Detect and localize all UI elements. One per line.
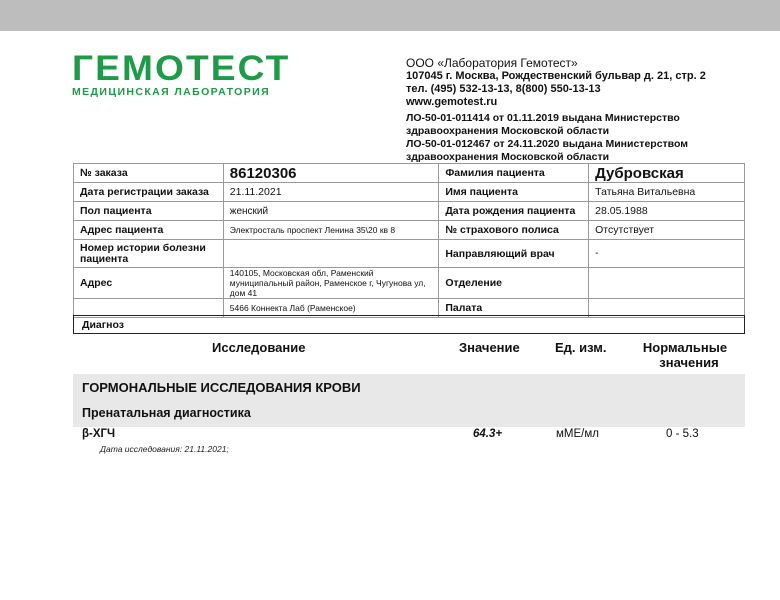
- test-units: мМЕ/мл: [556, 428, 599, 440]
- license-2-line-1: ЛО-50-01-012467 от 24.11.2020 выдана Министерством: [406, 138, 689, 150]
- doctor-label: Направляющий врач: [439, 240, 589, 268]
- order-label: № заказа: [74, 164, 224, 183]
- result-row: [73, 427, 745, 443]
- logo-title: ГЕМОТЕСТ: [72, 49, 291, 88]
- lab-address-label: Адрес: [74, 268, 224, 299]
- lab-address: 107045 г. Москва, Рождественский бульвар д. 21, стр. 2: [406, 70, 706, 82]
- results-header: [73, 338, 745, 374]
- lab-info: [406, 56, 746, 164]
- order-value: 86120306: [223, 164, 439, 183]
- reg-date-value: 21.11.2021: [223, 183, 439, 202]
- col-test-header: Исследование: [212, 340, 306, 355]
- table-row: [74, 221, 745, 240]
- diagnosis-label: Диагноз: [82, 319, 124, 331]
- logo-subtitle: МЕДИЦИНСКАЯ ЛАБОРАТОРИЯ: [72, 86, 271, 98]
- test-date: Дата исследования: 21.11.2021;: [100, 444, 229, 454]
- name-label: Имя пациента: [439, 183, 589, 202]
- table-row: [74, 268, 745, 299]
- section-title: ГОРМОНАЛЬНЫЕ ИССЛЕДОВАНИЯ КРОВИ: [82, 380, 361, 395]
- col-norm-header: [641, 340, 729, 370]
- department-value: [589, 268, 745, 299]
- test-range: 0 - 5.3: [666, 428, 699, 440]
- lab-phones: тел. (495) 532-13-13, 8(800) 550-13-13: [406, 83, 601, 95]
- test-name: β-ХГЧ: [82, 428, 116, 440]
- reg-date-label: Дата регистрации заказа: [74, 183, 224, 202]
- diagnosis-box: [73, 315, 745, 334]
- lab-address-value: 140105, Московская обл, Раменский муниципальный район, Раменское г, Чугунова ул, дом 41: [223, 268, 439, 299]
- subsection-title: Пренатальная диагностика: [82, 406, 251, 420]
- surname-label: Фамилия пациента: [439, 164, 589, 183]
- table-row: [74, 164, 745, 183]
- col-units-header: Ед. изм.: [555, 340, 607, 355]
- table-row: [74, 240, 745, 268]
- history-label: Номер истории болезни пациента: [74, 240, 224, 268]
- doctor-value: -: [589, 240, 745, 268]
- col-norm-header-line-1: Нормальные: [642, 340, 728, 355]
- address-label: Адрес пациента: [74, 221, 224, 240]
- sex-value: женский: [223, 202, 439, 221]
- lab-logo: [72, 49, 291, 98]
- lab-name: ООО «Лаборатория Гемотест»: [406, 56, 578, 70]
- dob-value: 28.05.1988: [589, 202, 745, 221]
- dob-label: Дата рождения пациента: [439, 202, 589, 221]
- name-value: Татьяна Витальевна: [589, 183, 745, 202]
- table-row: [74, 183, 745, 202]
- test-value: 64.3+: [473, 428, 503, 440]
- col-value-header: Значение: [459, 340, 520, 355]
- surname-value: Дубровская: [589, 164, 745, 183]
- history-value: [223, 240, 439, 268]
- department-label: Отделение: [439, 268, 589, 299]
- top-bar: [0, 0, 780, 31]
- clinic-value: 5466 Коннекта Лаб (Раменское): [223, 299, 439, 318]
- col-norm-header-line-2: значения: [659, 355, 719, 370]
- address-value: Электросталь проспект Ленина 35\20 кв 8: [223, 221, 439, 240]
- table-row: [74, 202, 745, 221]
- policy-value: Отсутствует: [589, 221, 745, 240]
- lab-website[interactable]: www.gemotest.ru: [406, 96, 498, 108]
- license-2-line-2: здравоохранения Московской области: [406, 151, 610, 163]
- patient-info-table: [73, 163, 745, 318]
- license-1-line-2: здравоохранения Московской области: [406, 125, 610, 137]
- policy-label: № страхового полиса: [439, 221, 589, 240]
- license-1-line-1: ЛО-50-01-011414 от 01.11.2019 выдана Министерство: [406, 112, 680, 124]
- ward-label: Палата: [439, 299, 589, 318]
- sex-label: Пол пациента: [74, 202, 224, 221]
